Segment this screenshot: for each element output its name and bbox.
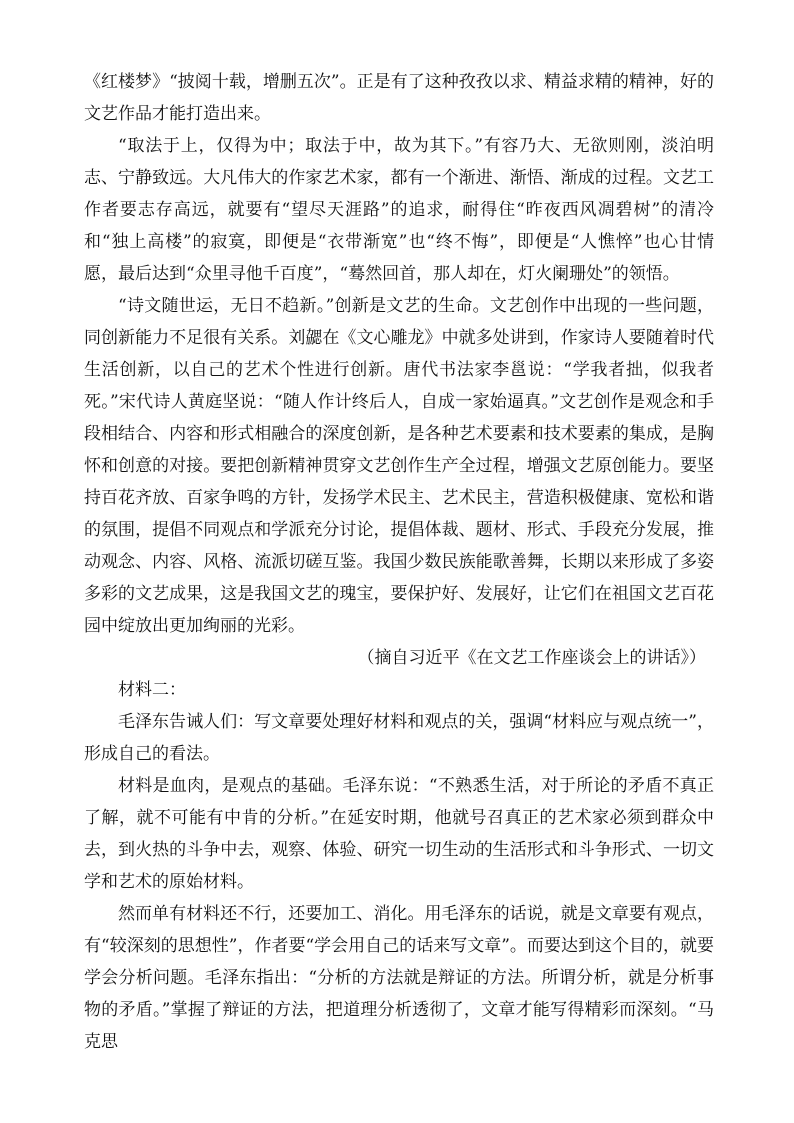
paragraph-1: 《红楼梦》“披阅十载，增删五次”。正是有了这种孜孜以求、精益求精的精神，好的文艺作品才能打造出来。 [84, 72, 714, 124]
document-page [84, 66, 714, 1058]
paragraph-5: 材料是血肉，是观点的基础。毛泽东说：“不熟悉生活，对于所论的矛盾不真正了解，就不可能有中肯的分析。”在延安时期，他就号召真正的艺术家必须到群众中去，到火热的斗争中去，观察、体验、研究一切生动的生活形式和斗争形式、一切文学和艺术的原始材料。 [84, 776, 714, 892]
paragraph-3: “诗文随世运，无日不趋新。”创新是文艺的生命。文艺创作中出现的一些问题，同创新能力不足很有关系。刘勰在《文心雕龙》中就多处讲到，作家诗人要随着时代生活创新，以自己的艺术个性进行创新。唐代书法家李邕说：“学我者拙，似我者死。”宋代诗人黄庭坚说：“随人作计终后人，自成一家始逼真。”文艺创作是观念和手段相结合、内容和形式相融合的深度创新，是各种艺术要素和技术要素的集成，是胸怀和创意的对接。要把创新精神贯穿文艺创作生产全过程，增强文艺原创能力。要坚持百花齐放、百家争鸣的方针，发扬学术民主、艺术民主，营造积极健康、宽松和谐的氛围，提倡不同观点和学派充分讨论，提倡体裁、题材、形式、手段充分发展，推动观念、内容、风格、流派切磋互鉴。我国少数民族能歌善舞，长期以来形成了多姿多彩的文艺成果，这是我国文艺的瑰宝，要保护好、发展好，让它们在祖国文艺百花园中绽放出更加绚丽的光彩。 [84, 296, 714, 636]
material-heading: 材料二： [118, 680, 186, 700]
paragraph-4: 毛泽东告诫人们：写文章要处理好材料和观点的关，强调“材料应与观点统一”，形成自己的看法。 [84, 712, 714, 764]
paragraph-6: 然而单有材料还不行，还要加工、消化。用毛泽东的话说，就是文章要有观点，有“较深刻的思想性”，作者要“学会用自己的话来写文章”。而要达到这个目的，就要学会分析问题。毛泽东指出：“分析的方法就是辩证的方法。所谓分析，就是分析事物的矛盾。”掌握了辩证的方法，把道理分析透彻了，文章才能写得精彩而深刻。“马克思 [84, 904, 714, 1052]
paragraph-2: “取法于上，仅得为中；取法于中，故为其下。”有容乃大、无欲则刚，淡泊明志、宁静致远。大凡伟大的作家艺术家，都有一个渐进、渐悟、渐成的过程。文艺工作者要志存高远，就要有“望尽天涯路”的追求，耐得住“昨夜西风凋碧树”的清冷和“独上高楼”的寂寞，即便是“衣带渐宽”也“终不悔”，即便是“人憔悴”也心甘情愿，最后达到“众里寻他千百度”，“蓦然回首，那人却在，灯火阑珊处”的领悟。 [84, 136, 714, 284]
source-citation: （摘自习近平《在文艺工作座谈会上的讲话》） [357, 648, 706, 668]
